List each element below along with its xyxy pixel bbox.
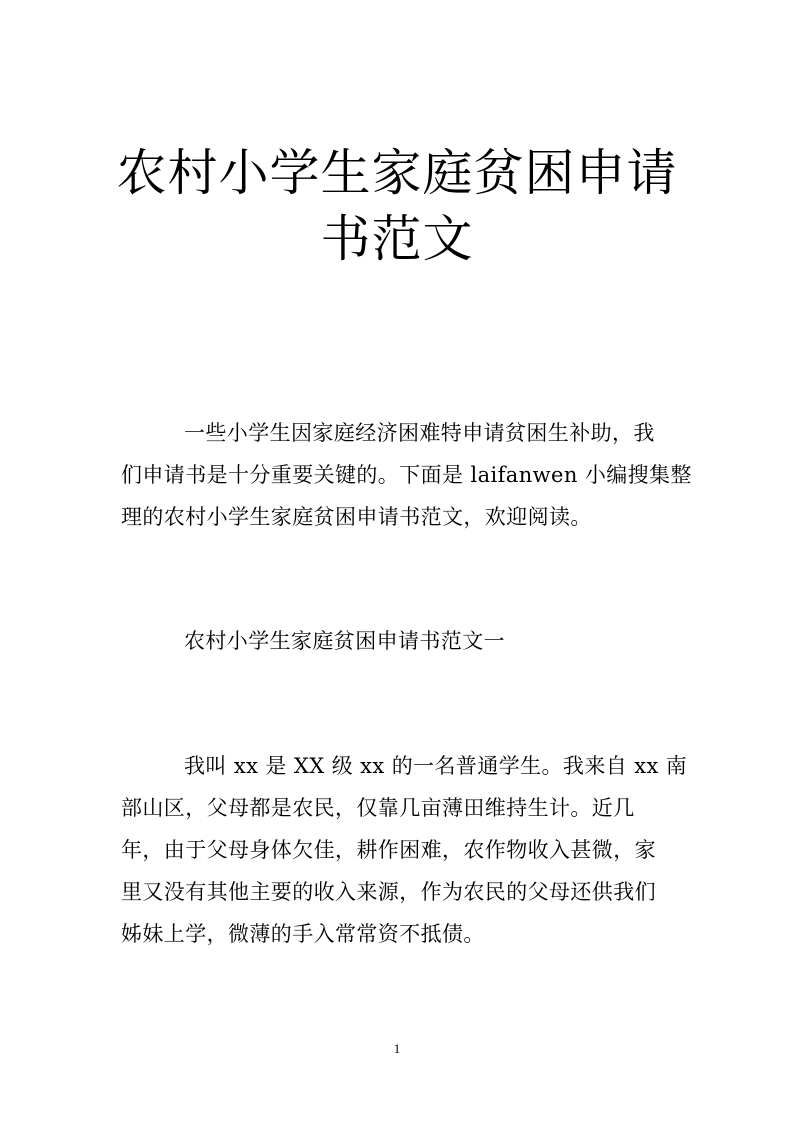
paragraph-line: 年，由于父母身体欠佳，耕作困难，农作物收入甚微，家 xyxy=(121,838,656,862)
title-line: 农村小学生家庭贫困申请 xyxy=(116,144,678,202)
intro-paragraph xyxy=(121,412,692,538)
subtitle-text: 农村小学生家庭贫困申请书范文一 xyxy=(184,629,505,653)
title-line: 书范文 xyxy=(320,210,474,268)
paragraph-line: 我叫 xx 是 XX 级 xx 的一名普通学生。我来自 xx 南 xyxy=(184,754,688,778)
page-number: 1 xyxy=(393,1041,401,1056)
paragraph-line: 姊妹上学，微薄的手入常常资不抵债。 xyxy=(121,922,485,946)
paragraph-line: 们申请书是十分重要关键的。下面是 laifanwen 小编搜集整 xyxy=(121,463,692,487)
paragraph-line: 一些小学生因家庭经济困难特申请贫困生补助，我 xyxy=(184,421,655,445)
paragraph-line: 理的农村小学生家庭贫困申请书范文，欢迎阅读。 xyxy=(121,505,592,529)
paragraph-line: 部山区，父母都是农民，仅靠几亩薄田维持生计。近几 xyxy=(121,796,635,820)
paragraph-line: 里又没有其他主要的收入来源，作为农民的父母还供我们 xyxy=(121,880,656,904)
document-title xyxy=(100,140,694,272)
section-subtitle xyxy=(121,620,667,662)
body-paragraph xyxy=(121,745,688,955)
